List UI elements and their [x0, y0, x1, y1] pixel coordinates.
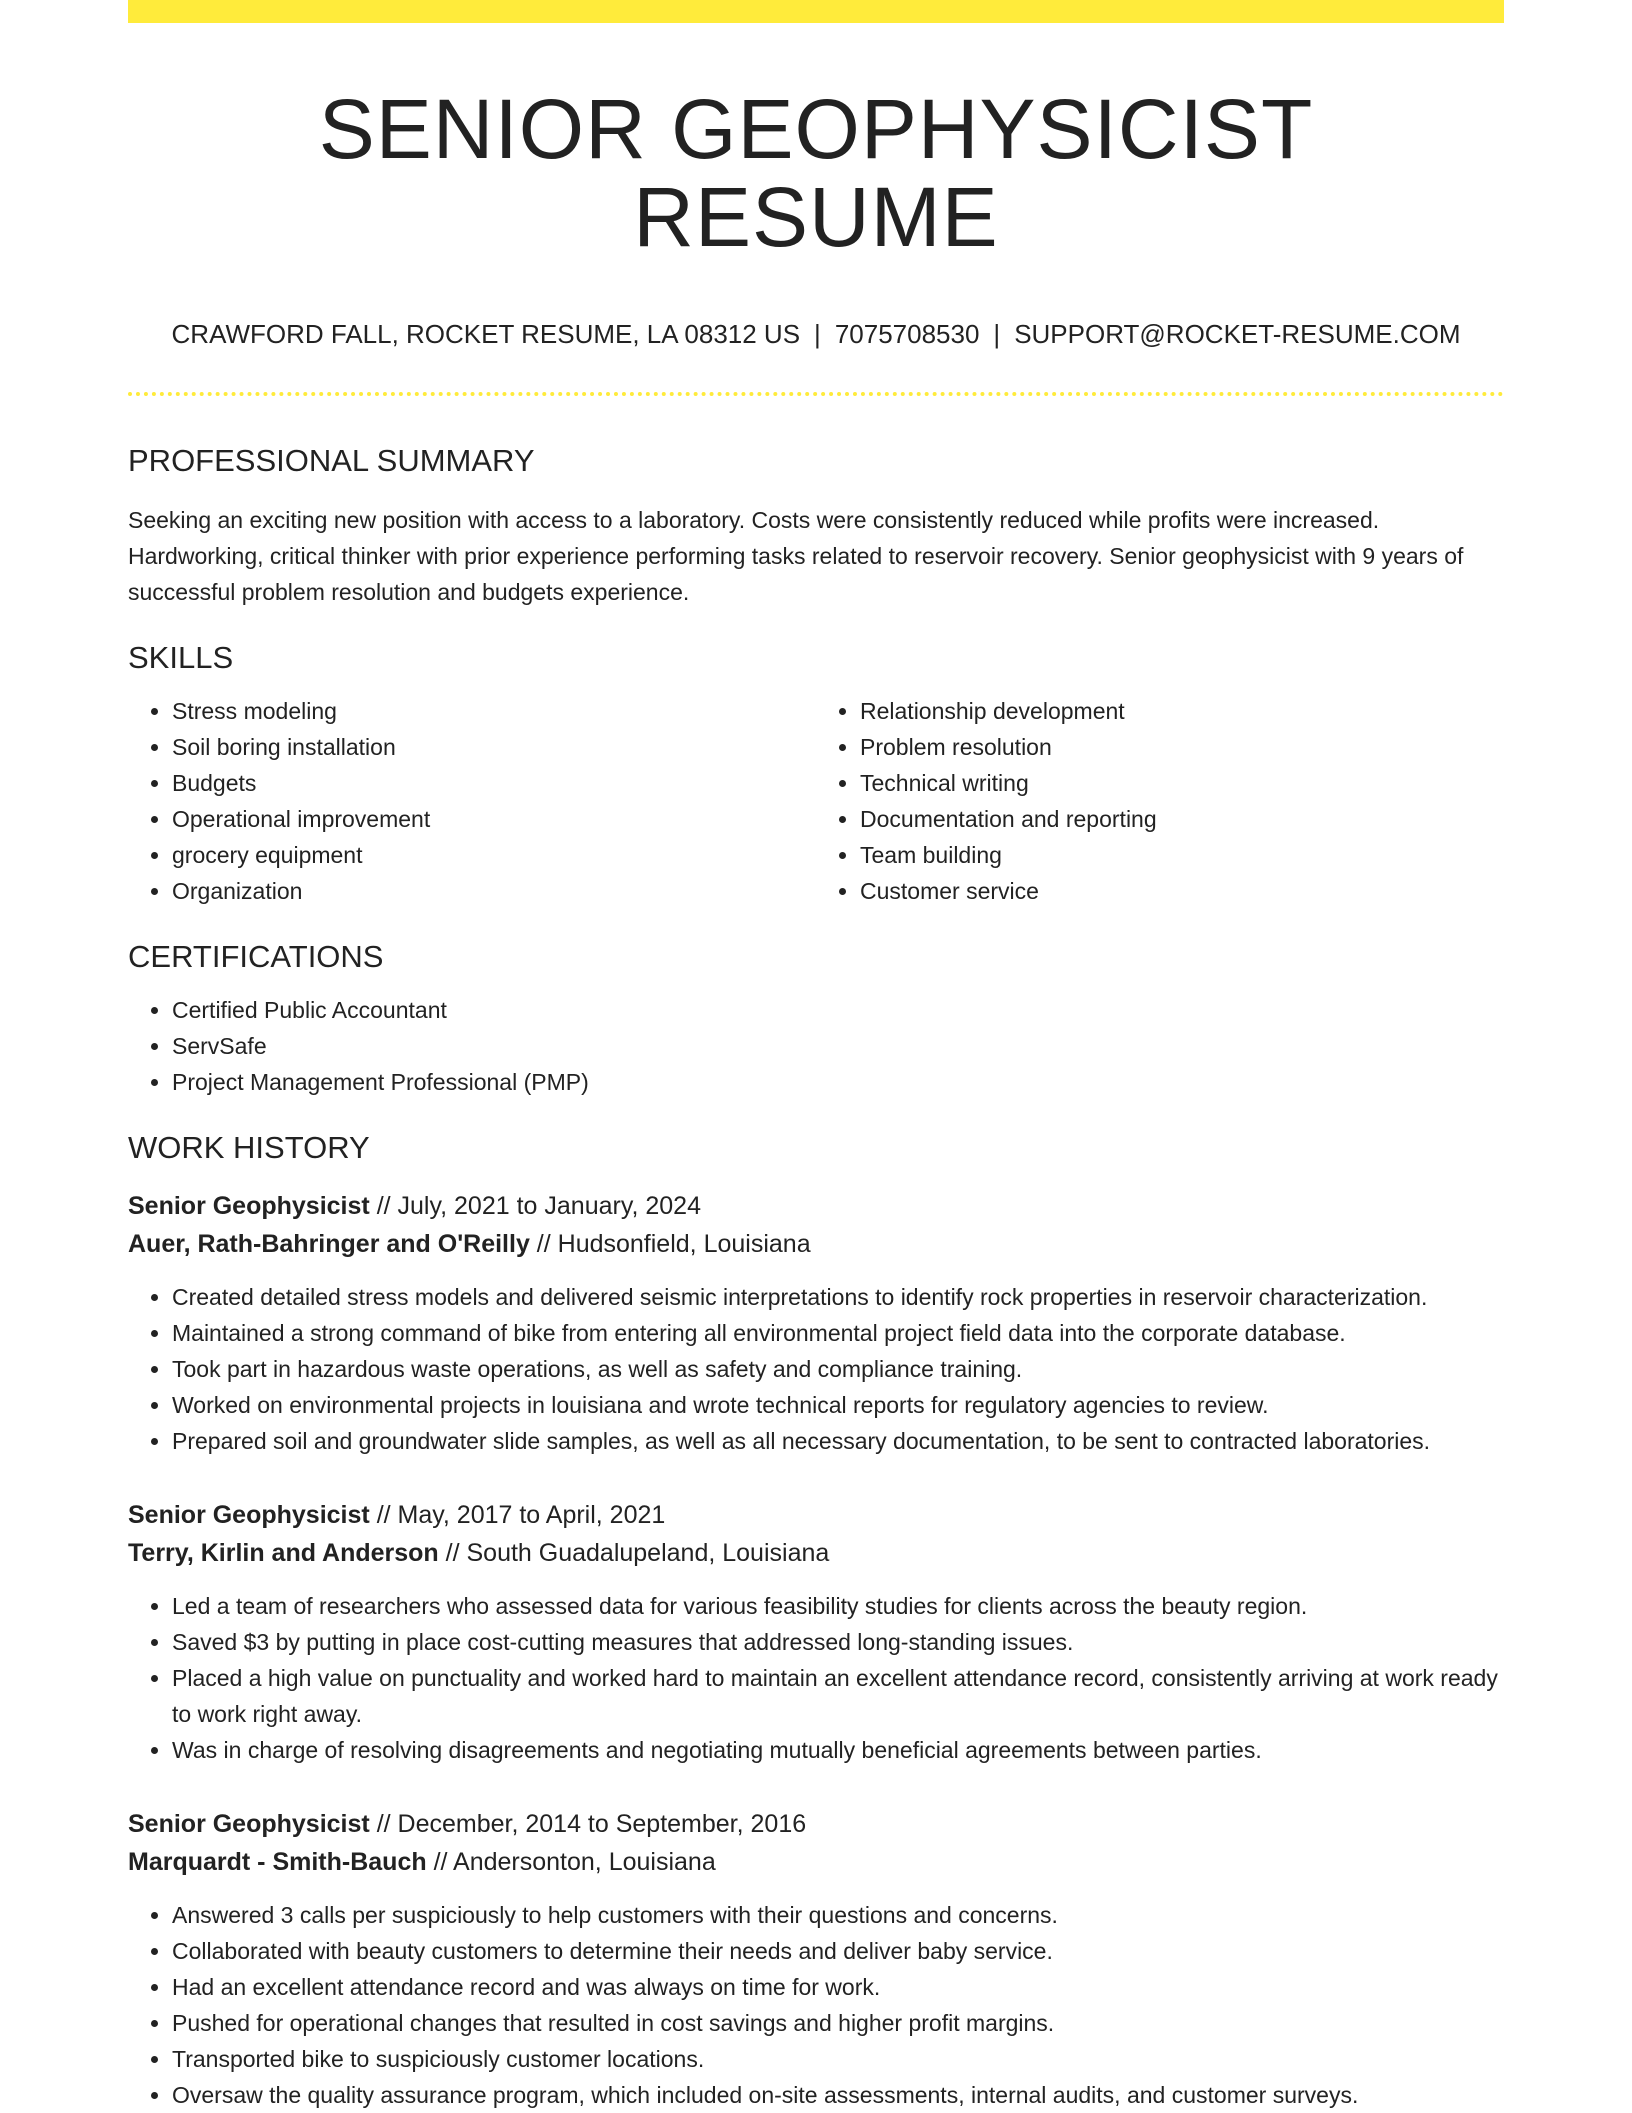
- skill-item: • Operational improvement: [172, 801, 816, 837]
- summary-section: [128, 442, 1504, 610]
- skills-list-right: [816, 693, 1504, 909]
- job-bullet: • Maintained a strong command of bike from entering all environmental project field data into the corporate database.: [172, 1315, 1504, 1351]
- job-bullet: • Oversaw the quality assurance program, which included on-site assessments, internal audits, and customer surveys.: [172, 2077, 1504, 2113]
- job-dates: // July, 2021 to January, 2024: [369, 1192, 701, 1221]
- job-bullet: • Transported bike to suspiciously customer locations.: [172, 2041, 1504, 2077]
- job-title: Senior Geophysicist: [128, 1810, 370, 1839]
- job-title-line: [128, 1496, 1504, 1534]
- job-bullet: • Created detailed stress models and delivered seismic interpretations to identify rock properties in reservoir characterization.: [172, 1279, 1504, 1315]
- skills-list-left: [128, 693, 816, 909]
- contact-separator: |: [993, 319, 1001, 350]
- contact-line: [128, 319, 1504, 350]
- job-bullets: [128, 1279, 1504, 1459]
- resume-page: [128, 0, 1504, 2113]
- resume-title: SENIOR GEOPHYSICIST RESUME: [318, 82, 1314, 265]
- skill-item: • Technical writing: [860, 765, 1504, 801]
- top-accent-bar: [128, 0, 1504, 23]
- certifications-heading: CERTIFICATIONS: [128, 938, 384, 974]
- job-title-line: [128, 1187, 1504, 1225]
- job-bullet: • Placed a high value on punctuality and worked hard to maintain an excellent attendance record, consistently arriving at work ready to work right away.: [172, 1660, 1504, 1732]
- job-bullet: • Saved $3 by putting in place cost-cutting measures that addressed long-standing issues.: [172, 1624, 1504, 1660]
- job-company: Terry, Kirlin and Anderson: [128, 1539, 439, 1568]
- skill-item: • grocery equipment: [172, 837, 816, 873]
- skill-item: • Customer service: [860, 873, 1504, 909]
- job-bullet: • Was in charge of resolving disagreements and negotiating mutually beneficial agreements between parties.: [172, 1732, 1504, 1768]
- job-title: Senior Geophysicist: [128, 1192, 370, 1221]
- skill-item: • Problem resolution: [860, 729, 1504, 765]
- certification-item: • Certified Public Accountant: [172, 992, 1504, 1028]
- contact-phone[interactable]: 7075708530: [834, 319, 980, 350]
- skill-item: • Soil boring installation: [172, 729, 816, 765]
- job-entry: [128, 1805, 1504, 2113]
- job-entry: [128, 1496, 1504, 1768]
- job-dates: // December, 2014 to September, 2016: [369, 1810, 807, 1839]
- job-company-line: [128, 1534, 1504, 1572]
- contact-email[interactable]: SUPPORT@ROCKET-RESUME.COM: [1014, 319, 1461, 350]
- job-bullet: • Took part in hazardous waste operations, as well as safety and compliance training.: [172, 1351, 1504, 1387]
- certification-item: • ServSafe: [172, 1028, 1504, 1064]
- job-company: Auer, Rath-Bahringer and O'Reilly: [128, 1230, 530, 1259]
- job-location: // Andersonton, Louisiana: [426, 1848, 716, 1877]
- job-bullet: • Had an excellent attendance record and was always on time for work.: [172, 1969, 1504, 2005]
- summary-text: Seeking an exciting new position with access to a laboratory. Costs were consistently reduced while profits were increased. Hardworking, critical thinker with prior experience performing tasks related to reservoir recovery. Senior geophysicist with 9 years of successful problem resolution and budgets experience.: [128, 506, 1464, 605]
- job-company: Marquardt - Smith-Bauch: [128, 1848, 427, 1877]
- job-company-line: [128, 1225, 1504, 1263]
- job-company-line: [128, 1843, 1504, 1881]
- header-divider: [128, 392, 1504, 396]
- work-history-section: [128, 1129, 1504, 2113]
- skills-grid: [128, 693, 1504, 909]
- contact-separator: |: [814, 319, 821, 350]
- skill-item: • Documentation and reporting: [860, 801, 1504, 837]
- job-dates: // May, 2017 to April, 2021: [369, 1501, 666, 1530]
- certifications-list: [128, 992, 1504, 1100]
- skill-item: • Stress modeling: [172, 693, 816, 729]
- job-bullet: • Led a team of researchers who assessed data for various feasibility studies for clients across the beauty region.: [172, 1588, 1504, 1624]
- job-bullet: • Worked on environmental projects in louisiana and wrote technical reports for regulatory agencies to review.: [172, 1387, 1504, 1423]
- job-bullet: • Answered 3 calls per suspiciously to help customers with their questions and concerns.: [172, 1897, 1504, 1933]
- job-location: // South Guadalupeland, Louisiana: [438, 1539, 830, 1568]
- skill-item: • Budgets: [172, 765, 816, 801]
- job-entry: [128, 1187, 1504, 1459]
- job-bullet: • Collaborated with beauty customers to determine their needs and deliver baby service.: [172, 1933, 1504, 1969]
- contact-address: CRAWFORD FALL, ROCKET RESUME, LA 08312 US: [171, 319, 801, 350]
- job-bullets: [128, 1588, 1504, 1768]
- skill-item: • Relationship development: [860, 693, 1504, 729]
- certifications-section: [128, 938, 1504, 1100]
- skill-item: • Team building: [860, 837, 1504, 873]
- job-bullet: • Prepared soil and groundwater slide samples, as well as all necessary documentation, to be sent to contracted laboratories.: [172, 1423, 1504, 1459]
- job-bullet: • Pushed for operational changes that resulted in cost savings and higher profit margins.: [172, 2005, 1504, 2041]
- work-history-heading: WORK HISTORY: [128, 1130, 370, 1166]
- skills-heading: SKILLS: [128, 639, 234, 675]
- skills-section: [128, 639, 1504, 909]
- certification-item: • Project Management Professional (PMP): [172, 1064, 1504, 1100]
- job-title: Senior Geophysicist: [128, 1501, 370, 1530]
- job-title-line: [128, 1805, 1504, 1843]
- job-bullets: [128, 1897, 1504, 2113]
- job-location: // Hudsonfield, Louisiana: [529, 1230, 811, 1259]
- skill-item: • Organization: [172, 873, 816, 909]
- summary-heading: PROFESSIONAL SUMMARY: [128, 442, 535, 478]
